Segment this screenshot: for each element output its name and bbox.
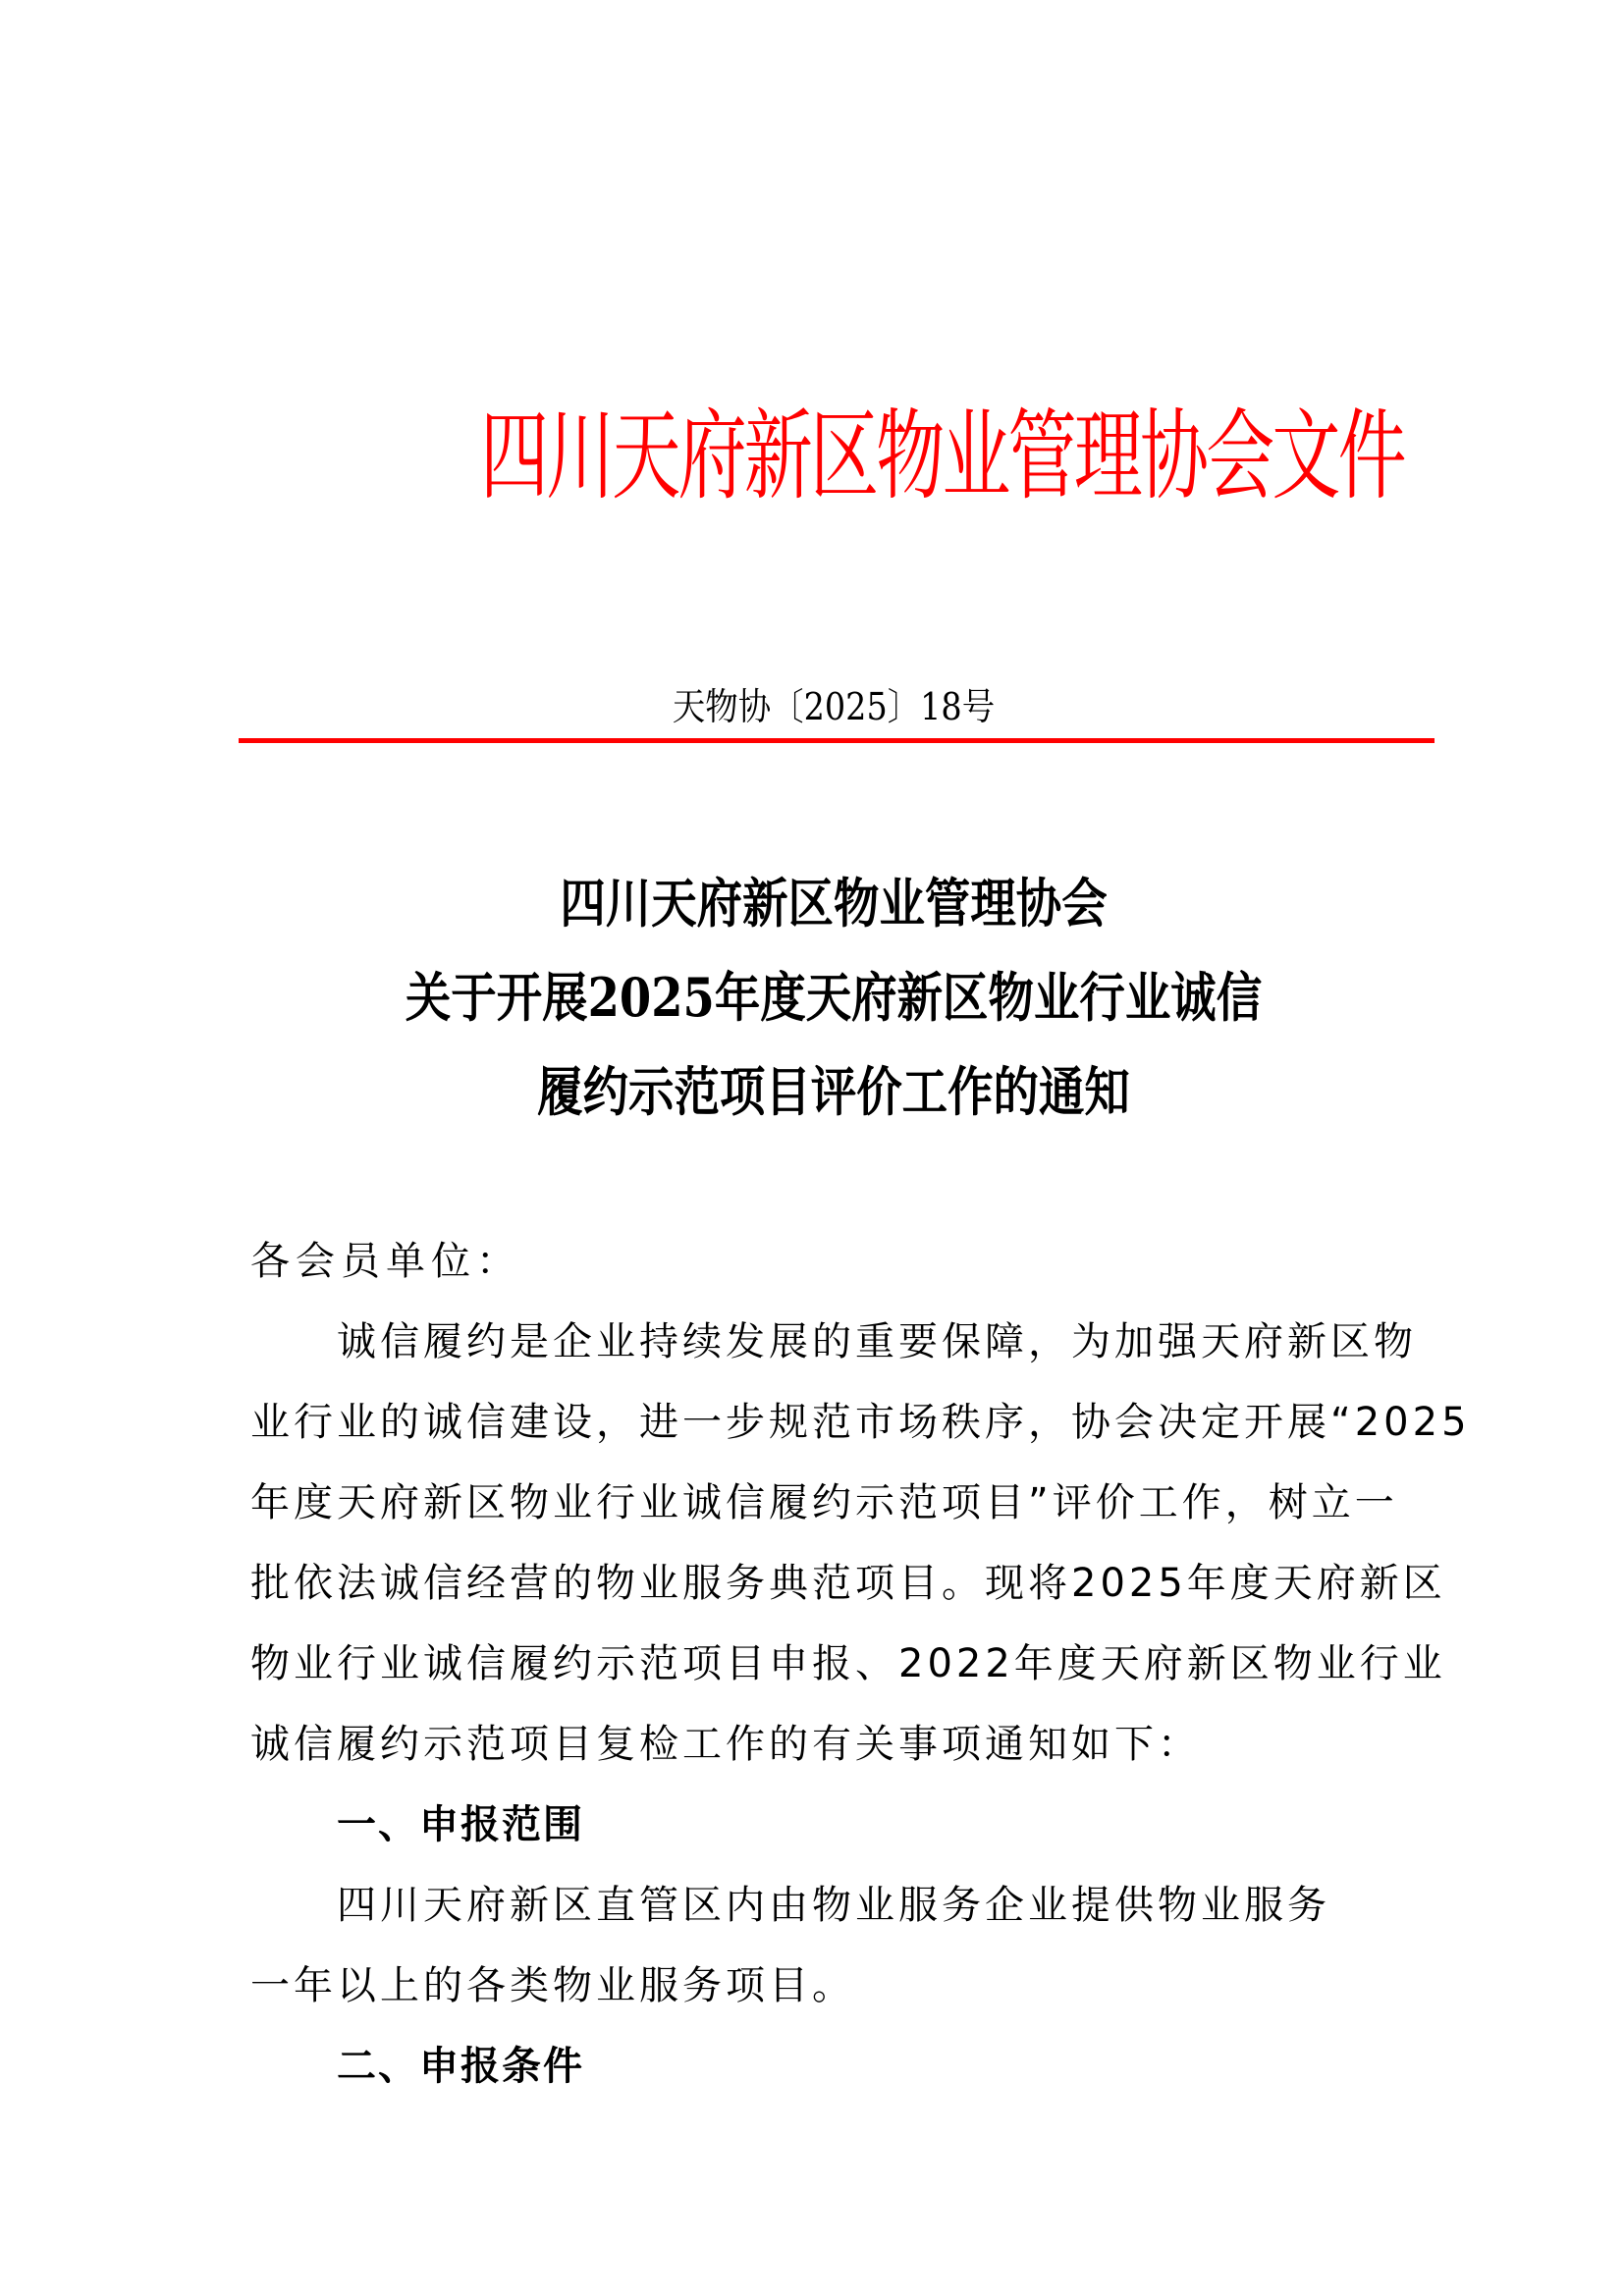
red-divider: [239, 738, 1435, 743]
document-title: [236, 856, 1432, 1139]
section-scope: [250, 1785, 1429, 2026]
intro-line: 诚信履约是企业持续发展的重要保障，为加强天府新区物: [337, 1319, 1417, 1364]
section-line: 一年以上的各类物业服务项目。: [250, 1963, 855, 2008]
section-line: 四川天府新区直管区内由物业服务企业提供物业服务: [337, 1883, 1330, 1928]
intro-line: 物业行业诚信履约示范项目申报、2022年度天府新区物业行业: [250, 1641, 1446, 1686]
intro-line: 年度天府新区物业行业诚信履约示范项目”评价工作，树立一: [250, 1480, 1398, 1525]
title-line-3: 履约示范项目评价工作的通知: [537, 1060, 1130, 1123]
title-line-1: 四川天府新区物业管理协会: [560, 872, 1108, 934]
issuer-banner: 四川天府新区物业管理协会文件: [480, 399, 1404, 513]
intro-line: 诚信履约示范项目复检工作的有关事项通知如下：: [250, 1722, 1201, 1767]
title-line-2: 关于开展2025年度天府新区物业行业诚信: [405, 966, 1263, 1029]
intro-line: 业行业的诚信建设，进一步规范市场秩序，协会决定开展“2025: [250, 1400, 1471, 1445]
section-heading: 二、申报条件: [337, 2044, 584, 2089]
intro-paragraph: [250, 1302, 1471, 1785]
section-heading: 一、申报范围: [337, 1802, 584, 1847]
salutation: 各会员单位：: [250, 1239, 521, 1284]
section-conditions: [250, 2026, 1429, 2107]
intro-line: 批依法诚信经营的物业服务典范项目。现将2025年度天府新区: [250, 1561, 1446, 1606]
document-number: 天物协〔2025〕18号: [672, 685, 996, 728]
document-body: [250, 1221, 1471, 2107]
